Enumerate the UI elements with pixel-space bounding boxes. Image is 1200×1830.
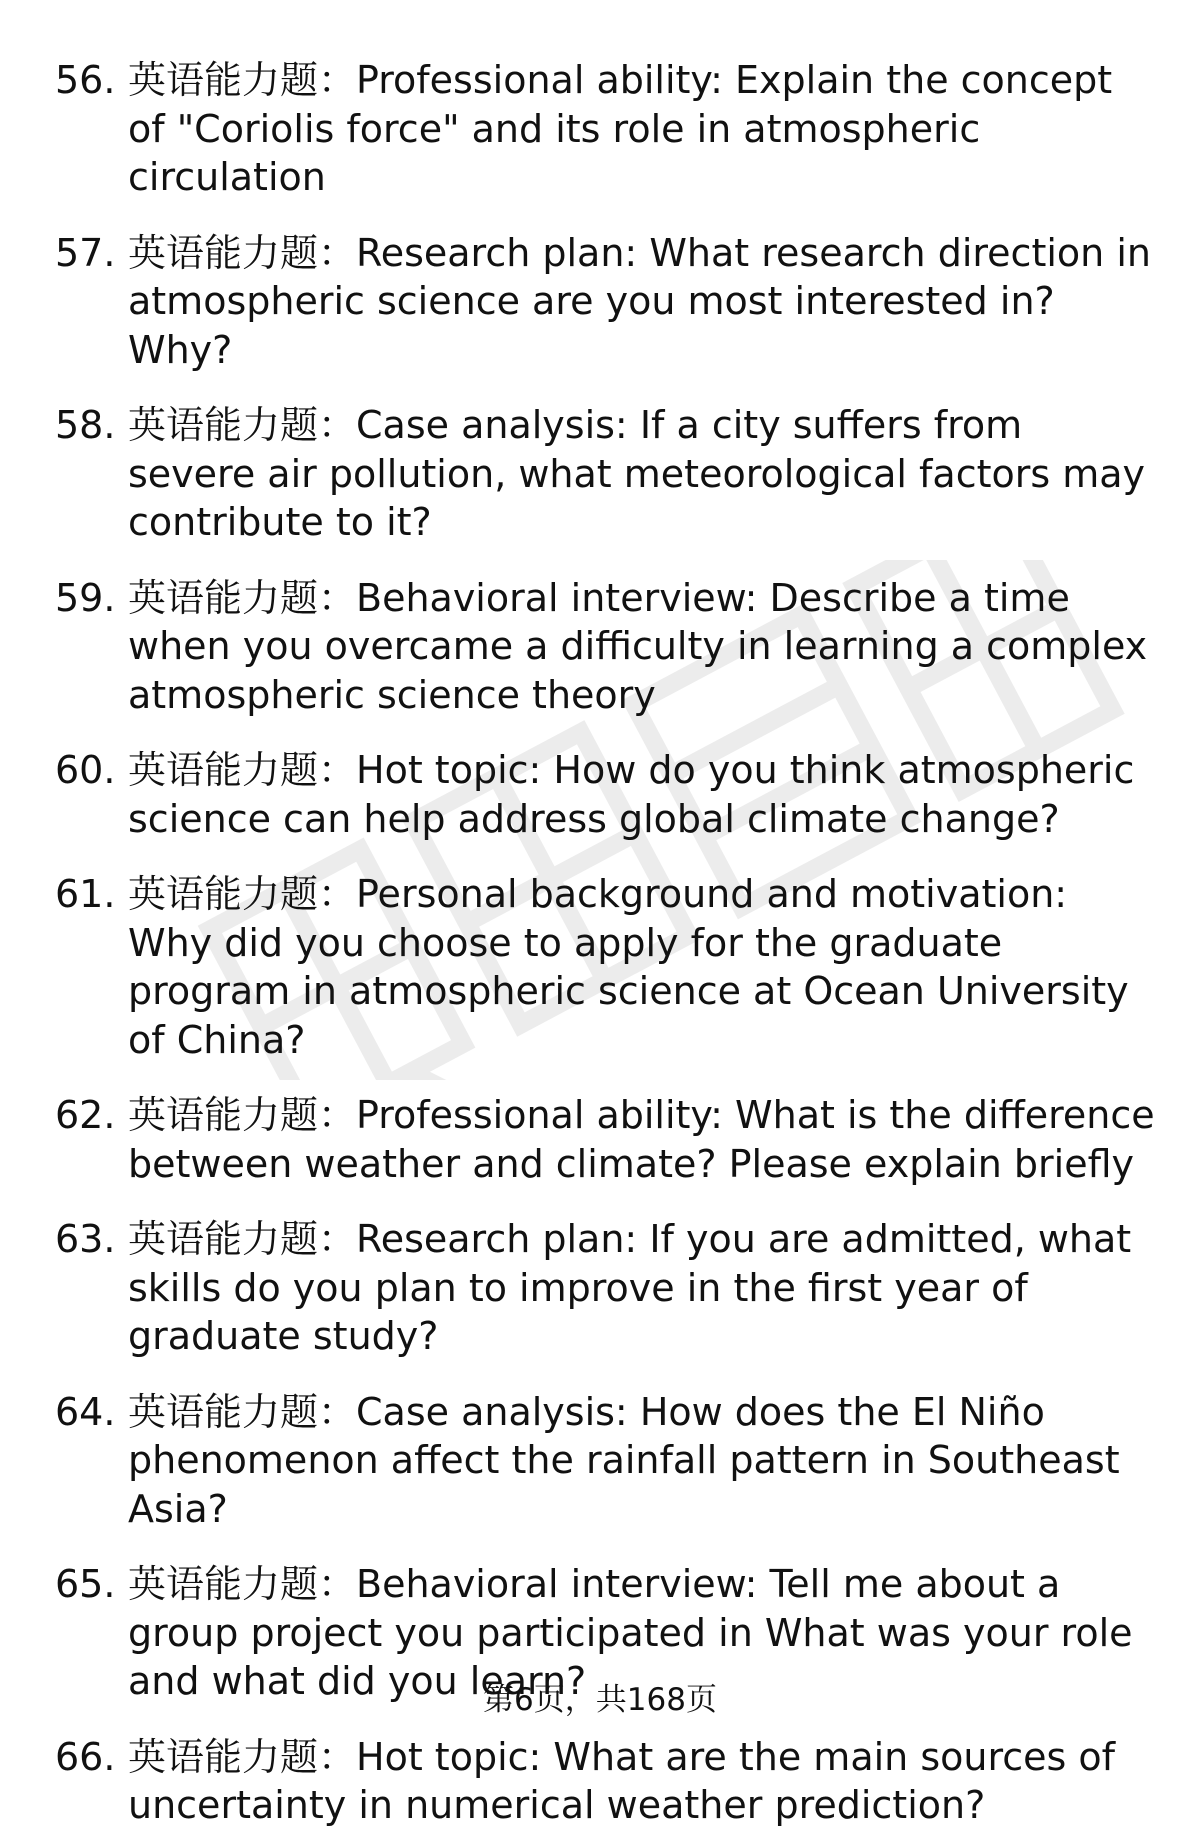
question-text: 英语能力题：Hot topic: How do you think atmospheric science can help address global climate change? <box>128 748 1135 841</box>
question-item <box>55 1733 1165 1830</box>
question-number: 62. <box>55 1093 116 1137</box>
question-text: 英语能力题：Research plan: If you are admitted, what skills do you plan to improve in the first year of graduate study? <box>128 1217 1132 1358</box>
question-text: 英语能力题：Personal background and motivation: Why did you choose to apply for the graduate program in atmospheric science at Ocean University of China? <box>128 872 1129 1062</box>
question-number: 64. <box>55 1389 116 1434</box>
question-item <box>55 229 1165 375</box>
question-text: 英语能力题：Case analysis: If a city suffers from severe air pollution, what meteorological factors may contribute to it? <box>128 403 1146 544</box>
question-item <box>55 1215 1165 1361</box>
question-number: 58. <box>55 403 116 447</box>
question-number: 56. <box>55 58 116 102</box>
question-item <box>55 1388 1165 1534</box>
question-text: 英语能力题：Case analysis: How does the El Niño phenomenon affect the rainfall pattern in Southeast Asia? <box>128 1389 1120 1531</box>
question-text: 英语能力题：Professional ability: Explain the concept of "Coriolis force" and its role in atmospheric circulation <box>128 58 1113 199</box>
question-item <box>55 870 1165 1064</box>
question-number: 60. <box>55 748 116 792</box>
question-text: 英语能力题：Behavioral interview: Describe a time when you overcame a difficulty in learning a complex atmospheric science theory <box>128 575 1148 717</box>
question-text: 英语能力题：Hot topic: What are the main sources of uncertainty in numerical weather prediction? <box>128 1734 1116 1827</box>
question-item <box>55 746 1165 843</box>
question-number: 63. <box>55 1217 116 1261</box>
question-text: 英语能力题：Professional ability: What is the difference between weather and climate? Please explain briefly <box>128 1093 1155 1186</box>
question-number: 59. <box>55 575 116 620</box>
page-footer: 第6页，共168页 <box>483 1682 717 1718</box>
question-number: 61. <box>55 872 116 916</box>
question-item <box>55 574 1165 720</box>
question-number: 57. <box>55 230 116 275</box>
question-text: 英语能力题：Research plan: What research direction in atmospheric science are you most interested in? Why? <box>128 230 1151 372</box>
question-number: 66. <box>55 1734 116 1779</box>
question-number: 65. <box>55 1562 116 1606</box>
question-item <box>55 401 1165 547</box>
question-item <box>55 56 1165 202</box>
question-list <box>55 56 1165 1830</box>
question-item <box>55 1091 1165 1188</box>
question-text: 英语能力题：Behavioral interview: Tell me about a group project you participated in What was your role and what did you learn? <box>128 1562 1133 1703</box>
